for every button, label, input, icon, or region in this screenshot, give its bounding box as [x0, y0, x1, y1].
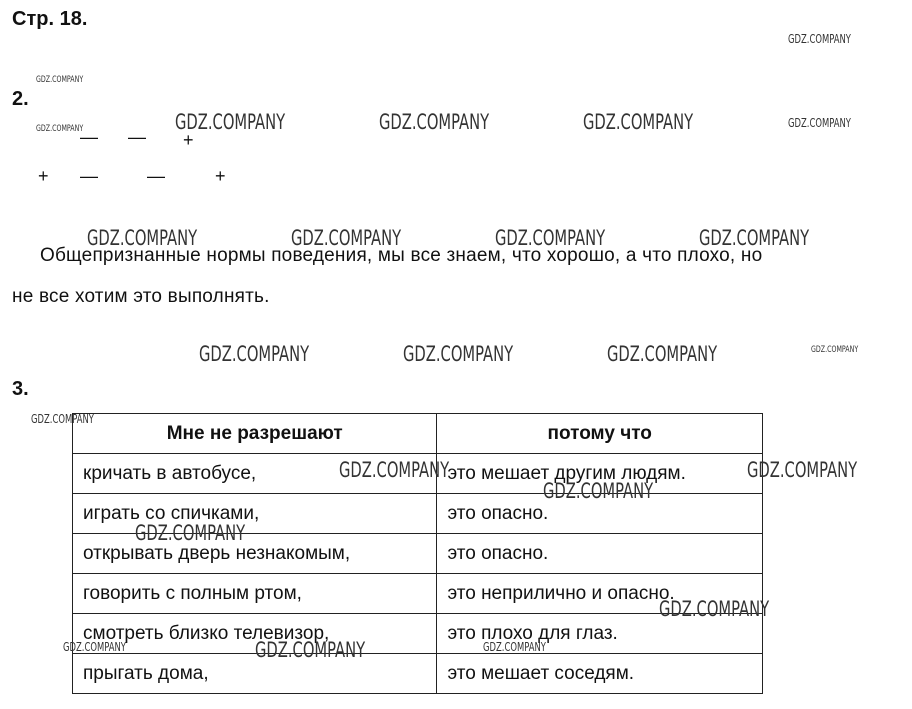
watermark: GDZ.COMPANY	[788, 32, 851, 46]
table-cell: это мешает другим людям.	[437, 454, 763, 494]
table-cell: это мешает соседям.	[437, 654, 763, 694]
watermark: GDZ.COMPANY	[175, 110, 286, 134]
watermark: GDZ.COMPANY	[31, 412, 94, 426]
watermark: GDZ.COMPANY	[87, 226, 198, 250]
watermark: GDZ.COMPANY	[255, 638, 366, 662]
sign-minus: —	[128, 127, 146, 147]
watermark: GDZ.COMPANY	[811, 345, 859, 355]
watermark: GDZ.COMPANY	[659, 597, 770, 621]
watermark: GDZ.COMPANY	[543, 479, 654, 503]
watermark: GDZ.COMPANY	[607, 342, 718, 366]
table-cell: это опасно.	[437, 494, 763, 534]
watermark: GDZ.COMPANY	[495, 226, 606, 250]
watermark: GDZ.COMPANY	[135, 521, 246, 545]
sign-minus: —	[147, 166, 165, 186]
table-cell: прыгать дома,	[73, 654, 437, 694]
watermark: GDZ.COMPANY	[403, 342, 514, 366]
watermark: GDZ.COMPANY	[379, 110, 490, 134]
paragraph-line-1: Общепризнанные нормы поведения, мы все знаем, что хорошо, а что плохо, но	[40, 245, 763, 266]
table-cell: это неприлично и опасно.	[437, 574, 763, 614]
sign-plus: +	[38, 166, 49, 186]
table-cell: открывать дверь незнакомым,	[73, 534, 437, 574]
sign-minus: —	[80, 166, 98, 186]
sign-plus: +	[183, 130, 194, 150]
table-row	[73, 654, 763, 694]
watermark: GDZ.COMPANY	[699, 226, 810, 250]
watermark: GDZ.COMPANY	[291, 226, 402, 250]
page-title: Стр. 18.	[12, 8, 88, 30]
table-header-row	[73, 414, 763, 454]
paragraph-line-2: не все хотим это выполнять.	[12, 286, 270, 307]
watermark: GDZ.COMPANY	[339, 458, 450, 482]
rules-table	[72, 413, 763, 694]
table-cell: кричать в автобусе,	[73, 454, 437, 494]
watermark: GDZ.COMPANY	[199, 342, 310, 366]
watermark: GDZ.COMPANY	[36, 124, 84, 134]
table-cell: это плохо для глаз.	[437, 614, 763, 654]
task-3-number: 3.	[12, 378, 29, 400]
table-cell: смотреть близко телевизор,	[73, 614, 437, 654]
table-cell: это опасно.	[437, 534, 763, 574]
sign-plus: +	[215, 166, 226, 186]
watermark: GDZ.COMPANY	[63, 640, 126, 654]
watermark: GDZ.COMPANY	[788, 116, 851, 130]
sign-minus: —	[80, 127, 98, 147]
watermark: GDZ.COMPANY	[483, 640, 546, 654]
watermark: GDZ.COMPANY	[583, 110, 694, 134]
watermark: GDZ.COMPANY	[747, 458, 858, 482]
column-header: Мне не разрешают	[73, 414, 437, 454]
column-header: потому что	[437, 414, 763, 454]
watermark: GDZ.COMPANY	[36, 75, 84, 85]
task-2-number: 2.	[12, 88, 29, 110]
table-cell: говорить с полным ртом,	[73, 574, 437, 614]
table-cell: играть со спичками,	[73, 494, 437, 534]
